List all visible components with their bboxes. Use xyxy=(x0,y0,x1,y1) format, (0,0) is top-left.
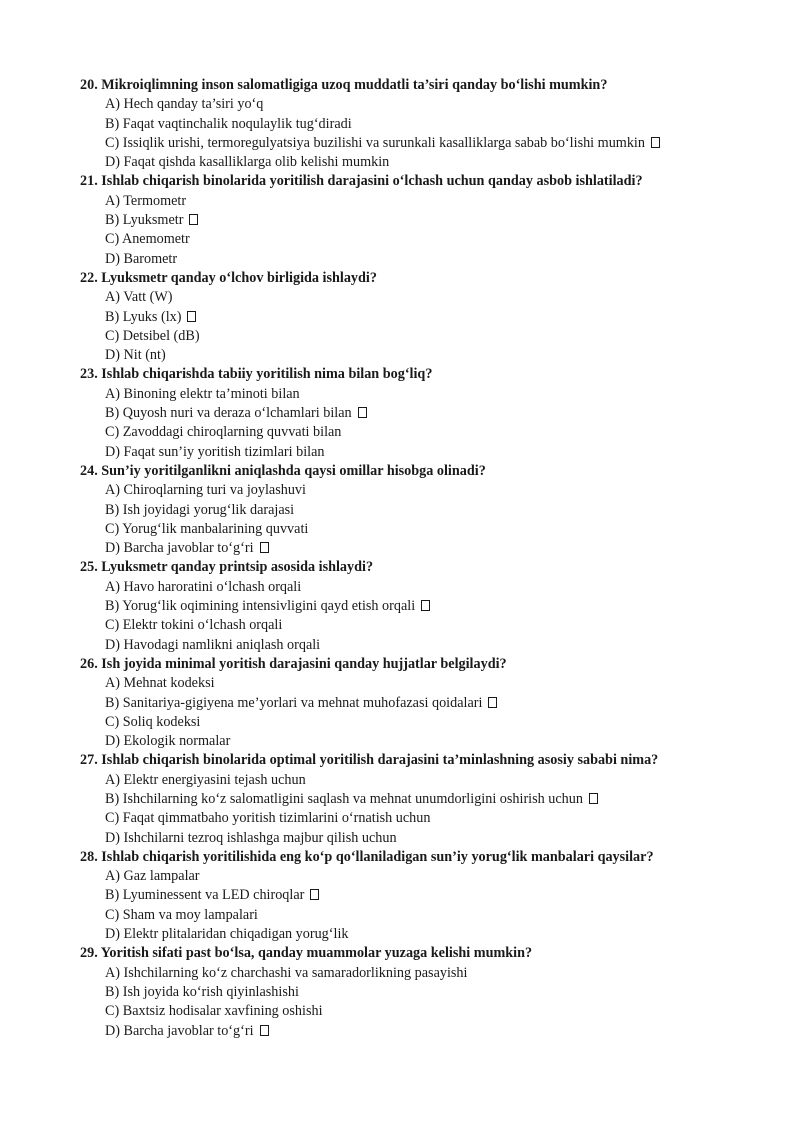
answer-option xyxy=(80,539,780,558)
answer-option-label: A) Hech qanday ta’siri yo‘q xyxy=(105,96,264,113)
answer-option xyxy=(80,1002,780,1021)
question-heading xyxy=(80,365,780,384)
question-text: Lyuksmetr qanday o‘lchov birligida ishlaydi? xyxy=(101,269,377,286)
question-text: Ishlab chiqarish yoritilishida eng ko‘p qo‘llaniladigan sun’iy yorug‘lik manbalari qaysilar? xyxy=(101,848,654,865)
answer-option xyxy=(80,211,780,230)
answer-option xyxy=(80,616,780,635)
answer-option-label: D) Havodagi namlikni aniqlash orqali xyxy=(105,636,321,653)
correct-answer-box-icon xyxy=(421,600,430,611)
answer-option xyxy=(80,153,780,172)
question-text: Sun’iy yoritilganlikni aniqlashda qaysi omillar hisobga olinadi? xyxy=(101,462,486,479)
answer-option-label: B) Ish joyidagi yorug‘lik darajasi xyxy=(105,501,295,518)
answer-option-label: B) Lyuks (lx) xyxy=(105,308,182,325)
answer-option xyxy=(80,771,780,790)
question-block xyxy=(80,558,780,654)
answer-option-label: C) Soliq kodeksi xyxy=(105,713,201,730)
answer-option xyxy=(80,597,780,616)
answer-option-label: D) Faqat sun’iy yoritish tizimlari bilan xyxy=(105,443,325,460)
question-number: 27. xyxy=(80,752,98,769)
answer-option-label: B) Sanitariya-gigiyena me’yorlari va mehnat muhofazasi qoidalari xyxy=(105,694,483,711)
answer-option-label: D) Elektr plitalaridan chiqadigan yorug‘lik xyxy=(105,926,349,943)
answer-option xyxy=(80,134,780,153)
answer-option xyxy=(80,250,780,269)
answer-option xyxy=(80,886,780,905)
answer-option-label: B) Lyuminessent va LED chiroqlar xyxy=(105,887,305,904)
answer-option-label: D) Ekologik normalar xyxy=(105,733,231,750)
answer-option-label: A) Havo haroratini o‘lchash orqali xyxy=(105,578,302,595)
answer-option-label: A) Chiroqlarning turi va joylashuvi xyxy=(105,482,306,499)
answer-option xyxy=(80,501,780,520)
answer-option xyxy=(80,674,780,693)
answer-option xyxy=(80,694,780,713)
correct-answer-box-icon xyxy=(358,407,367,418)
answer-option-label: C) Issiqlik urishi, termoregulyatsiya buzilishi va surunkali kasalliklarga sabab bo‘lishi mumkin xyxy=(105,134,645,151)
answer-option xyxy=(80,906,780,925)
answer-option-label: B) Yorug‘lik oqimining intensivligini qayd etish orqali xyxy=(105,598,416,615)
answer-option xyxy=(80,308,780,327)
answer-option-label: B) Quyosh nuri va deraza o‘lchamlari bilan xyxy=(105,405,352,422)
answer-option xyxy=(80,732,780,751)
answer-option xyxy=(80,636,780,655)
question-text: Lyuksmetr qanday printsip asosida ishlaydi? xyxy=(101,559,374,576)
answer-option-label: A) Vatt (W) xyxy=(105,289,173,306)
answer-option xyxy=(80,481,780,500)
question-list xyxy=(80,76,780,1041)
question-number: 24. xyxy=(80,462,98,479)
question-text: Ishlab chiqarish binolarida optimal yoritilish darajasini ta’minlashning asosiy sababi nima? xyxy=(101,752,659,769)
answer-option xyxy=(80,115,780,134)
question-text: Ish joyida minimal yoritish darajasini qanday hujjatlar belgilaydi? xyxy=(101,655,507,672)
answer-option xyxy=(80,578,780,597)
answer-option-label: B) Ish joyida ko‘rish qiyinlashishi xyxy=(105,983,299,1000)
answer-option-label: B) Faqat vaqtinchalik noqulaylik tug‘diradi xyxy=(105,115,352,132)
question-heading xyxy=(80,944,780,963)
question-number: 22. xyxy=(80,269,98,286)
answer-option-label: A) Termometr xyxy=(105,192,187,209)
answer-option-label: D) Ishchilarni tezroq ishlashga majbur qilish uchun xyxy=(105,829,397,846)
answer-option xyxy=(80,983,780,1002)
answer-option xyxy=(80,288,780,307)
answer-option xyxy=(80,713,780,732)
correct-answer-box-icon xyxy=(189,214,198,225)
question-text: Ishlab chiqarishda tabiiy yoritilish nima bilan bog‘liq? xyxy=(101,366,433,383)
answer-option xyxy=(80,1022,780,1041)
answer-option-label: C) Yorug‘lik manbalarining quvvati xyxy=(105,520,309,537)
correct-answer-box-icon xyxy=(488,697,497,708)
answer-option xyxy=(80,790,780,809)
answer-option-label: B) Ishchilarning ko‘z salomatligini saqlash va mehnat unumdorligini oshirish uchun xyxy=(105,790,583,807)
answer-option xyxy=(80,230,780,249)
question-block xyxy=(80,655,780,751)
question-block xyxy=(80,269,780,365)
answer-option xyxy=(80,964,780,983)
question-heading xyxy=(80,269,780,288)
correct-answer-box-icon xyxy=(260,1025,269,1036)
answer-option xyxy=(80,327,780,346)
question-number: 23. xyxy=(80,366,98,383)
answer-option-label: C) Detsibel (dB) xyxy=(105,327,200,344)
answer-option-label: A) Ishchilarning ko‘z charchashi va samaradorlikning pasayishi xyxy=(105,964,468,981)
question-text: Ishlab chiqarish binolarida yoritilish darajasini o‘lchash uchun qanday asbob ishlatiladi? xyxy=(101,173,643,190)
answer-option-label: D) Barometr xyxy=(105,250,178,267)
correct-answer-box-icon xyxy=(187,311,196,322)
answer-option-label: D) Nit (nt) xyxy=(105,347,166,364)
question-heading xyxy=(80,751,780,770)
answer-option-label: A) Binoning elektr ta’minoti bilan xyxy=(105,385,300,402)
correct-answer-box-icon xyxy=(589,793,598,804)
answer-option-label: C) Elektr tokini o‘lchash orqali xyxy=(105,617,283,634)
answer-option-label: C) Faqat qimmatbaho yoritish tizimlarini o‘rnatish uchun xyxy=(105,810,431,827)
answer-option xyxy=(80,829,780,848)
answer-option-label: C) Zavoddagi chiroqlarning quvvati bilan xyxy=(105,424,342,441)
answer-option xyxy=(80,95,780,114)
answer-option xyxy=(80,385,780,404)
answer-option-label: B) Lyuksmetr xyxy=(105,212,184,229)
answer-option xyxy=(80,867,780,886)
answer-option-label: D) Barcha javoblar to‘g‘ri xyxy=(105,1022,254,1039)
question-block xyxy=(80,462,780,558)
question-block xyxy=(80,848,780,944)
question-text: Mikroiqlimning inson salomatligiga uzoq muddatli ta’siri qanday bo‘lishi mumkin? xyxy=(101,77,608,93)
answer-option xyxy=(80,520,780,539)
question-heading xyxy=(80,848,780,867)
answer-option xyxy=(80,346,780,365)
correct-answer-box-icon xyxy=(310,889,319,900)
answer-option-label: D) Faqat qishda kasalliklarga olib kelishi mumkin xyxy=(105,154,390,171)
answer-option xyxy=(80,192,780,211)
answer-option-label: C) Anemometr xyxy=(105,231,190,248)
answer-option-label: A) Gaz lampalar xyxy=(105,868,200,885)
answer-option xyxy=(80,423,780,442)
answer-option xyxy=(80,443,780,462)
answer-option-label: C) Sham va moy lampalari xyxy=(105,906,258,923)
question-block xyxy=(80,365,780,461)
question-number: 29. xyxy=(80,945,98,962)
question-heading xyxy=(80,558,780,577)
question-text: Yoritish sifati past bo‘lsa, qanday muammolar yuzaga kelishi mumkin? xyxy=(100,945,533,962)
question-heading xyxy=(80,462,780,481)
question-number: 28. xyxy=(80,848,98,865)
question-block xyxy=(80,751,780,847)
answer-option xyxy=(80,809,780,828)
answer-option xyxy=(80,404,780,423)
answer-option xyxy=(80,925,780,944)
answer-option-label: A) Mehnat kodeksi xyxy=(105,675,215,692)
correct-answer-box-icon xyxy=(651,137,660,148)
question-block xyxy=(80,944,780,1040)
question-number: 25. xyxy=(80,559,98,576)
question-block xyxy=(80,172,780,268)
answer-option-label: C) Baxtsiz hodisalar xavfining oshishi xyxy=(105,1003,323,1020)
correct-answer-box-icon xyxy=(260,542,269,553)
question-heading xyxy=(80,76,780,95)
question-number: 21. xyxy=(80,173,98,190)
question-number: 20. xyxy=(80,77,98,93)
answer-option-label: A) Elektr energiyasini tejash uchun xyxy=(105,771,306,788)
answer-option-label: D) Barcha javoblar to‘g‘ri xyxy=(105,540,254,557)
question-number: 26. xyxy=(80,655,98,672)
question-block xyxy=(80,76,780,172)
question-heading xyxy=(80,655,780,674)
question-heading xyxy=(80,172,780,191)
